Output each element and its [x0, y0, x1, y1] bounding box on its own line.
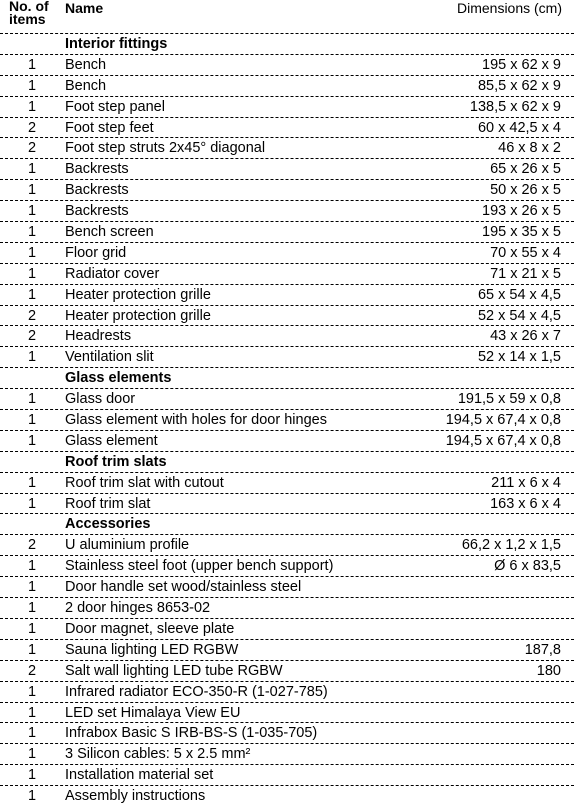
item-quantity: 1	[27, 56, 37, 73]
item-name: 3 Silicon cables: 5 x 2.5 mm²	[65, 746, 251, 763]
table-row	[0, 473, 574, 494]
item-quantity: 1	[27, 77, 37, 94]
item-quantity: 1	[27, 788, 37, 805]
item-name: Stainless steel foot (upper bench support)	[65, 558, 334, 575]
item-quantity: 2	[27, 140, 37, 157]
section-heading-row	[0, 514, 574, 535]
item-quantity: 1	[27, 432, 37, 449]
item-dimensions: 187,8	[524, 641, 561, 658]
item-name: Door handle set wood/stainless steel	[65, 579, 302, 596]
table-row	[0, 494, 574, 515]
table-row	[0, 765, 574, 786]
item-name: Glass door	[65, 391, 136, 408]
item-name: Floor grid	[65, 244, 127, 261]
table-row	[0, 118, 574, 139]
item-quantity: 1	[27, 349, 37, 366]
item-dimensions: 70 x 55 x 4	[490, 244, 561, 261]
item-dimensions: 50 x 26 x 5	[490, 182, 561, 199]
table-row	[0, 431, 574, 452]
item-name: Salt wall lighting LED tube RGBW	[65, 662, 283, 679]
item-name: Foot step struts 2x45° diagonal	[65, 140, 266, 157]
item-name: Infrared radiator ECO-350-R (1-027-785)	[65, 683, 328, 700]
item-dimensions: 138,5 x 62 x 9	[469, 98, 561, 115]
item-quantity: 1	[27, 579, 37, 596]
table-row	[0, 389, 574, 410]
item-name: Glass element with holes for door hinges	[65, 412, 327, 429]
item-quantity: 1	[27, 474, 37, 491]
item-name: Glass element	[65, 432, 158, 449]
table-row	[0, 138, 574, 159]
item-dimensions: 194,5 x 67,4 x 0,8	[445, 412, 561, 429]
table-row	[0, 326, 574, 347]
table-row	[0, 264, 574, 285]
table-row	[0, 201, 574, 222]
item-quantity: 1	[27, 683, 37, 700]
item-name: Backrests	[65, 161, 129, 178]
table-row	[0, 306, 574, 327]
item-dimensions: 211 x 6 x 4	[491, 474, 561, 491]
item-quantity: 1	[27, 704, 37, 721]
table-row	[0, 55, 574, 76]
item-name: 2 door hinges 8653-02	[65, 600, 211, 617]
item-quantity: 1	[27, 203, 37, 220]
table-row	[0, 703, 574, 724]
item-name: U aluminium profile	[65, 537, 190, 554]
item-quantity: 1	[27, 495, 37, 512]
item-name: Roof trim slat with cutout	[65, 474, 224, 491]
item-name: Backrests	[65, 203, 129, 220]
item-name: Infrabox Basic S IRB-BS-S (1-035-705)	[65, 725, 318, 742]
item-dimensions: 43 x 26 x 7	[490, 328, 561, 345]
table-row	[0, 744, 574, 765]
item-quantity: 2	[27, 328, 37, 345]
item-dimensions: 65 x 26 x 5	[490, 161, 561, 178]
item-quantity: 1	[27, 286, 37, 303]
table-row	[0, 97, 574, 118]
table-row	[0, 786, 574, 807]
item-quantity: 1	[27, 224, 37, 241]
item-dimensions: 191,5 x 59 x 0,8	[457, 391, 561, 408]
item-quantity: 1	[27, 746, 37, 763]
item-quantity: 1	[27, 600, 37, 617]
table-header	[0, 0, 574, 34]
table-row	[0, 661, 574, 682]
table-row	[0, 243, 574, 264]
item-name: Installation material set	[65, 767, 214, 784]
item-dimensions: 195 x 35 x 5	[482, 224, 561, 241]
item-name: Assembly instructions	[65, 788, 206, 805]
section-title: Roof trim slats	[65, 453, 167, 470]
header-quantity: No. of items	[9, 0, 49, 27]
item-dimensions: 52 x 54 x 4,5	[477, 307, 561, 324]
item-quantity: 1	[27, 265, 37, 282]
item-quantity: 2	[27, 119, 37, 136]
parts-table-body	[0, 34, 574, 807]
section-heading-row	[0, 452, 574, 473]
section-title: Accessories	[65, 516, 151, 533]
item-dimensions: 163 x 6 x 4	[490, 495, 561, 512]
item-name: Heater protection grille	[65, 286, 211, 303]
table-row	[0, 347, 574, 368]
table-row	[0, 619, 574, 640]
item-name: Backrests	[65, 182, 129, 199]
table-row	[0, 535, 574, 556]
item-name: Bench screen	[65, 224, 154, 241]
table-row	[0, 723, 574, 744]
item-dimensions: 180	[536, 662, 561, 679]
item-name: Radiator cover	[65, 265, 160, 282]
section-heading-row	[0, 34, 574, 55]
item-dimensions: 195 x 62 x 9	[482, 56, 561, 73]
item-name: Door magnet, sleeve plate	[65, 620, 235, 637]
item-dimensions: 46 x 8 x 2	[498, 140, 561, 157]
table-row	[0, 682, 574, 703]
table-row	[0, 159, 574, 180]
item-quantity: 2	[27, 537, 37, 554]
table-row	[0, 410, 574, 431]
item-name: Sauna lighting LED RGBW	[65, 641, 239, 658]
table-row	[0, 640, 574, 661]
table-row	[0, 556, 574, 577]
header-name: Name	[65, 0, 104, 16]
item-name: Roof trim slat	[65, 495, 151, 512]
item-quantity: 1	[27, 161, 37, 178]
item-name: Bench	[65, 56, 107, 73]
item-name: Foot step panel	[65, 98, 165, 115]
item-quantity: 1	[27, 412, 37, 429]
item-name: Foot step feet	[65, 119, 154, 136]
section-title: Glass elements	[65, 370, 172, 387]
item-name: Ventilation slit	[65, 349, 154, 366]
table-row	[0, 285, 574, 306]
section-heading-row	[0, 368, 574, 389]
table-row	[0, 180, 574, 201]
header-dimensions: Dimensions (cm)	[456, 0, 562, 16]
item-dimensions: Ø 6 x 83,5	[494, 558, 561, 575]
table-row	[0, 222, 574, 243]
item-dimensions: 66,2 x 1,2 x 1,5	[461, 537, 561, 554]
item-quantity: 2	[27, 307, 37, 324]
item-quantity: 1	[27, 558, 37, 575]
item-quantity: 1	[27, 98, 37, 115]
item-quantity: 1	[27, 391, 37, 408]
item-name: Bench	[65, 77, 107, 94]
section-title: Interior fittings	[65, 36, 168, 52]
item-quantity: 1	[27, 767, 37, 784]
item-dimensions: 52 x 14 x 1,5	[477, 349, 561, 366]
item-dimensions: 193 x 26 x 5	[482, 203, 561, 220]
item-dimensions: 65 x 54 x 4,5	[477, 286, 561, 303]
item-quantity: 2	[27, 662, 37, 679]
item-name: Headrests	[65, 328, 132, 345]
table-row	[0, 577, 574, 598]
table-row	[0, 76, 574, 97]
item-quantity: 1	[27, 620, 37, 637]
item-dimensions: 71 x 21 x 5	[490, 265, 561, 282]
item-dimensions: 85,5 x 62 x 9	[477, 77, 561, 94]
table-row	[0, 598, 574, 619]
item-quantity: 1	[27, 244, 37, 261]
item-quantity: 1	[27, 641, 37, 658]
item-dimensions: 194,5 x 67,4 x 0,8	[445, 432, 561, 449]
item-name: Heater protection grille	[65, 307, 211, 324]
item-quantity: 1	[27, 182, 37, 199]
item-dimensions: 60 x 42,5 x 4	[477, 119, 561, 136]
item-quantity: 1	[27, 725, 37, 742]
item-name: LED set Himalaya View EU	[65, 704, 241, 721]
